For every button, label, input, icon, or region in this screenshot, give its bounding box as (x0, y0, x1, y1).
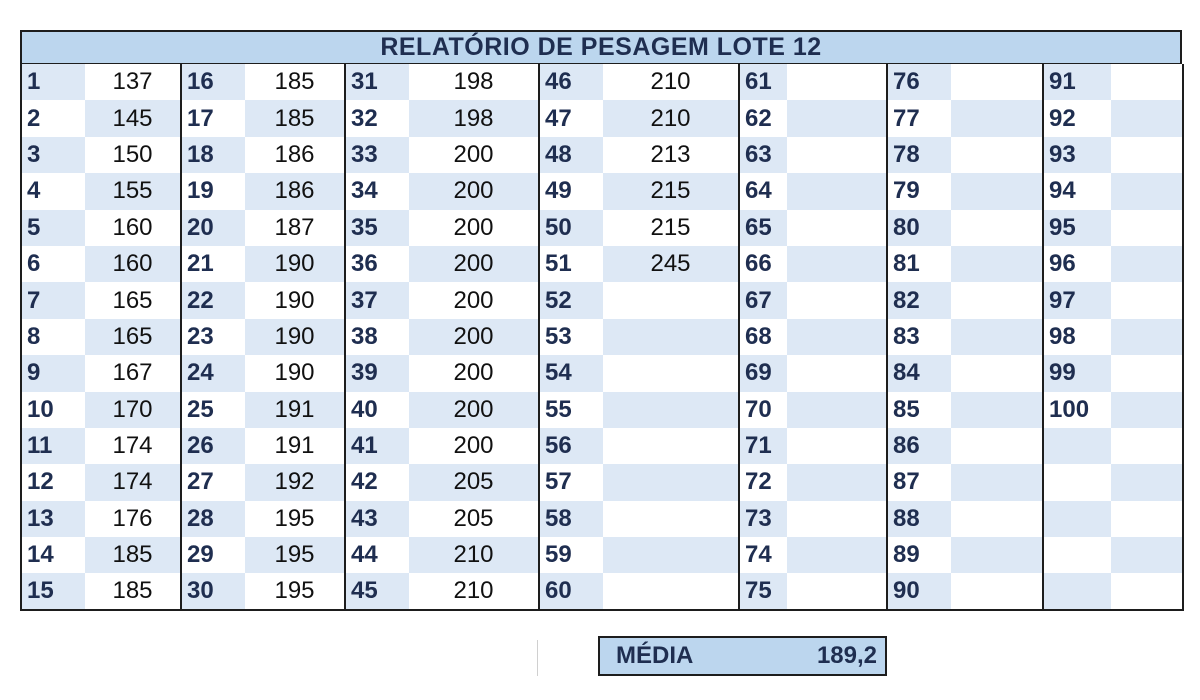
weight-value-cell: 200 (409, 319, 539, 355)
row-index-cell: 70 (739, 392, 787, 428)
row-index-cell: 99 (1043, 355, 1111, 391)
row-index-cell: 40 (345, 392, 409, 428)
weight-value-cell: 187 (274, 213, 315, 241)
weight-value-cell: 200 (453, 213, 494, 241)
weight-value-cell (603, 319, 739, 355)
row-index-cell: 95 (1043, 210, 1111, 246)
weight-value-cell (951, 392, 1043, 428)
row-index-cell: 13 (21, 501, 85, 537)
row-index-cell: 90 (887, 573, 951, 609)
weight-value-cell (603, 392, 739, 428)
weight-value-cell (951, 100, 1043, 136)
weight-value-cell: 155 (85, 173, 181, 209)
weight-value-cell (787, 464, 887, 500)
row-index-cell: 87 (887, 464, 951, 500)
weight-value-cell: 200 (453, 286, 494, 314)
table-row (21, 573, 1183, 609)
weight-value-cell (603, 282, 739, 318)
weight-value-cell (1111, 64, 1183, 100)
weight-value-cell (951, 173, 1043, 209)
weight-value-cell: 186 (245, 173, 345, 209)
row-index-cell: 81 (887, 246, 951, 282)
row-index-cell: 80 (887, 210, 951, 246)
row-index-cell: 18 (181, 137, 245, 173)
weight-value-cell (951, 537, 1043, 573)
weight-value-cell: 174 (85, 464, 181, 500)
row-index-cell: 36 (345, 246, 409, 282)
row-index-cell: 26 (181, 428, 245, 464)
row-index-cell: 93 (1043, 137, 1111, 173)
row-index-cell: 9 (21, 355, 85, 391)
cell-divider-line (537, 640, 538, 676)
row-index-cell: 96 (1043, 246, 1111, 282)
row-index-cell: 75 (739, 573, 787, 609)
row-index-cell: 29 (181, 537, 245, 573)
weight-value-cell (603, 573, 739, 609)
weight-value-cell: 195 (274, 577, 315, 605)
row-index-cell: 19 (181, 173, 245, 209)
row-index-cell: 59 (539, 537, 603, 573)
weight-value-cell (951, 428, 1043, 464)
weight-value-cell: 190 (274, 359, 315, 387)
weight-value-cell (787, 64, 887, 100)
row-index-cell (1043, 573, 1111, 609)
weight-value-cell: 198 (409, 100, 539, 136)
weight-value-cell: 176 (112, 504, 153, 532)
row-index-cell: 20 (181, 210, 245, 246)
row-index-cell: 55 (539, 392, 603, 428)
weight-value-cell: 165 (85, 319, 181, 355)
weight-value-cell (1111, 137, 1183, 173)
weight-value-cell: 200 (453, 432, 494, 460)
weight-value-cell (787, 573, 887, 609)
weight-value-cell (787, 537, 887, 573)
weight-value-cell (1111, 173, 1183, 209)
weighing-table (20, 64, 1184, 611)
table-row (21, 137, 1183, 173)
report-title: RELATÓRIO DE PESAGEM LOTE 12 (20, 30, 1182, 64)
weight-value-cell (787, 137, 887, 173)
row-index-cell: 14 (27, 541, 54, 569)
weight-value-cell: 195 (245, 537, 345, 573)
row-index-cell: 11 (21, 428, 85, 464)
weight-value-cell (1111, 355, 1183, 391)
row-index-cell: 60 (539, 573, 603, 609)
weight-value-cell (1111, 100, 1183, 136)
weight-value-cell: 145 (85, 100, 181, 136)
row-index-cell: 57 (539, 464, 603, 500)
weight-value-cell: 213 (650, 140, 691, 168)
weight-value-cell: 186 (274, 140, 315, 168)
weight-value-cell (1111, 464, 1183, 500)
row-index-cell (1043, 501, 1111, 537)
table-row (21, 537, 1183, 573)
row-index-cell: 91 (1043, 64, 1111, 100)
row-index-cell: 100 (1043, 392, 1111, 428)
row-index-cell: 30 (181, 573, 245, 609)
row-index-cell: 28 (181, 501, 245, 537)
weight-value-cell (951, 573, 1043, 609)
row-index-cell (1043, 537, 1111, 573)
row-index-cell: 49 (539, 173, 603, 209)
row-index-cell: 73 (739, 501, 787, 537)
weight-value-cell: 150 (112, 140, 153, 168)
weight-value-cell (603, 355, 739, 391)
row-index-cell: 62 (739, 100, 787, 136)
weight-value-cell: 185 (112, 577, 153, 605)
row-index-cell: 78 (887, 137, 951, 173)
row-index-cell: 97 (1043, 282, 1111, 318)
row-index-cell: 33 (345, 137, 409, 173)
average-value: 189,2 (816, 642, 877, 669)
row-index-cell: 66 (739, 246, 787, 282)
row-index-cell: 8 (27, 322, 41, 350)
row-index-cell: 88 (887, 501, 951, 537)
weight-value-cell (787, 501, 887, 537)
row-index-cell: 51 (539, 246, 603, 282)
row-index-cell (1043, 464, 1111, 500)
row-index-cell: 82 (887, 282, 951, 318)
row-index-cell: 21 (181, 246, 245, 282)
weight-value-cell: 210 (409, 537, 539, 573)
weight-value-cell: 210 (650, 68, 691, 96)
weight-value-cell: 200 (409, 246, 539, 282)
weight-value-cell (951, 246, 1043, 282)
table-row (21, 100, 1183, 136)
average-box (598, 636, 887, 676)
row-index-cell: 1 (21, 64, 85, 100)
row-index-cell: 10 (27, 395, 54, 423)
table-row (21, 428, 1183, 464)
table-row (21, 501, 1183, 537)
weight-value-cell (951, 319, 1043, 355)
row-index-cell: 65 (739, 210, 787, 246)
weight-value-cell (1111, 428, 1183, 464)
row-index-cell: 64 (739, 173, 787, 209)
row-index-cell: 77 (887, 100, 951, 136)
table-row (21, 246, 1183, 282)
row-index-cell: 89 (887, 537, 951, 573)
weight-value-cell: 200 (409, 392, 539, 428)
weight-value-cell: 191 (245, 392, 345, 428)
weight-value-cell (603, 428, 739, 464)
table-row (21, 464, 1183, 500)
row-index-cell: 94 (1043, 173, 1111, 209)
weight-value-cell: 190 (245, 246, 345, 282)
row-index-cell: 69 (739, 355, 787, 391)
row-index-cell: 71 (739, 428, 787, 464)
row-index-cell: 72 (739, 464, 787, 500)
row-index-cell: 86 (887, 428, 951, 464)
weight-value-cell (1111, 210, 1183, 246)
table-row (21, 210, 1183, 246)
weight-value-cell (1111, 573, 1183, 609)
weight-value-cell (787, 355, 887, 391)
table-row (21, 319, 1183, 355)
row-index-cell: 74 (739, 537, 787, 573)
weight-value-cell: 165 (112, 286, 153, 314)
table-row (21, 282, 1183, 318)
row-index-cell: 25 (181, 392, 245, 428)
weight-value-cell (1111, 319, 1183, 355)
row-index-cell: 45 (345, 573, 409, 609)
row-index-cell: 85 (887, 392, 951, 428)
weight-value-cell (787, 246, 887, 282)
row-index-cell: 63 (739, 137, 787, 173)
weight-value-cell: 160 (85, 246, 181, 282)
weight-value-cell (1111, 392, 1183, 428)
weight-value-cell (603, 537, 739, 573)
row-index-cell: 41 (345, 428, 409, 464)
weight-value-cell (603, 501, 739, 537)
row-index-cell: 42 (345, 464, 409, 500)
row-index-cell: 48 (539, 137, 603, 173)
row-index-cell: 84 (887, 355, 951, 391)
weight-value-cell: 205 (453, 504, 494, 532)
weight-value-cell: 195 (274, 504, 315, 532)
row-index-cell: 35 (345, 210, 409, 246)
row-index-cell: 7 (21, 282, 85, 318)
weight-value-cell (951, 282, 1043, 318)
weight-value-cell: 170 (85, 392, 181, 428)
weight-value-cell: 210 (603, 100, 739, 136)
weight-value-cell (787, 210, 887, 246)
weight-value-cell (951, 501, 1043, 537)
weight-value-cell: 210 (453, 577, 494, 605)
row-index-cell: 79 (887, 173, 951, 209)
weight-value-cell (1111, 537, 1183, 573)
table-row (21, 173, 1183, 209)
row-index-cell: 5 (21, 210, 85, 246)
row-index-cell: 98 (1043, 319, 1111, 355)
weight-value-cell: 245 (603, 246, 739, 282)
weight-value-cell: 215 (603, 173, 739, 209)
weight-value-cell: 185 (274, 68, 315, 96)
row-index-cell: 61 (739, 64, 787, 100)
weight-value-cell (1111, 282, 1183, 318)
weight-value-cell (951, 464, 1043, 500)
row-index-cell: 16 (181, 64, 245, 100)
weighing-report-sheet (20, 30, 1182, 611)
row-index-cell: 17 (181, 100, 245, 136)
row-index-cell: 3 (21, 137, 85, 173)
weight-value-cell (787, 392, 887, 428)
weight-value-cell (787, 100, 887, 136)
row-index-cell: 68 (739, 319, 787, 355)
row-index-cell: 24 (181, 355, 245, 391)
row-index-cell: 58 (539, 501, 603, 537)
weight-value-cell: 198 (453, 68, 494, 96)
weight-value-cell (787, 428, 887, 464)
row-index-cell: 54 (539, 355, 603, 391)
row-index-cell: 39 (345, 355, 409, 391)
weight-value-cell (787, 173, 887, 209)
weight-value-cell: 191 (274, 432, 315, 460)
row-index-cell: 4 (27, 177, 41, 205)
row-index-cell: 92 (1043, 100, 1111, 136)
weight-value-cell: 190 (274, 286, 315, 314)
row-index-cell: 32 (345, 100, 409, 136)
row-index-cell: 56 (539, 428, 603, 464)
row-index-cell: 27 (181, 464, 245, 500)
weight-value-cell (951, 64, 1043, 100)
row-index-cell: 34 (345, 173, 409, 209)
row-index-cell: 83 (887, 319, 951, 355)
weight-value-cell (951, 355, 1043, 391)
row-index-cell: 23 (181, 319, 245, 355)
weight-value-cell (603, 464, 739, 500)
row-index-cell: 22 (181, 282, 245, 318)
weight-value-cell: 200 (453, 140, 494, 168)
weight-value-cell: 167 (112, 359, 153, 387)
weight-value-cell: 215 (650, 213, 691, 241)
row-index-cell: 2 (27, 104, 41, 132)
weight-value-cell: 160 (112, 213, 153, 241)
weight-value-cell: 190 (245, 319, 345, 355)
row-index-cell: 38 (345, 319, 409, 355)
weight-value-cell (951, 137, 1043, 173)
average-label: MÉDIA (616, 642, 694, 669)
row-index-cell (1043, 428, 1111, 464)
table-row (21, 355, 1183, 391)
weight-value-cell: 205 (409, 464, 539, 500)
weight-value-cell (951, 210, 1043, 246)
row-index-cell: 47 (539, 100, 603, 136)
row-index-cell: 37 (345, 282, 409, 318)
weight-value-cell: 185 (245, 100, 345, 136)
weight-value-cell: 137 (112, 68, 153, 96)
weight-value-cell (787, 319, 887, 355)
weight-value-cell: 200 (409, 173, 539, 209)
weight-value-cell: 192 (245, 464, 345, 500)
row-index-cell: 43 (345, 501, 409, 537)
row-index-cell: 44 (345, 537, 409, 573)
row-index-cell: 15 (21, 573, 85, 609)
row-index-cell: 12 (27, 468, 54, 496)
row-index-cell: 46 (539, 64, 603, 100)
row-index-cell: 67 (739, 282, 787, 318)
weight-value-cell (1111, 246, 1183, 282)
weight-value-cell (1111, 501, 1183, 537)
table-row (21, 392, 1183, 428)
row-index-cell: 6 (27, 250, 41, 278)
weight-value-cell: 174 (112, 432, 153, 460)
row-index-cell: 31 (345, 64, 409, 100)
weight-value-cell (787, 282, 887, 318)
weight-value-cell: 200 (453, 359, 494, 387)
table-row (21, 64, 1183, 100)
row-index-cell: 53 (539, 319, 603, 355)
row-index-cell: 52 (539, 282, 603, 318)
row-index-cell: 50 (539, 210, 603, 246)
row-index-cell: 76 (887, 64, 951, 100)
weight-value-cell: 185 (85, 537, 181, 573)
